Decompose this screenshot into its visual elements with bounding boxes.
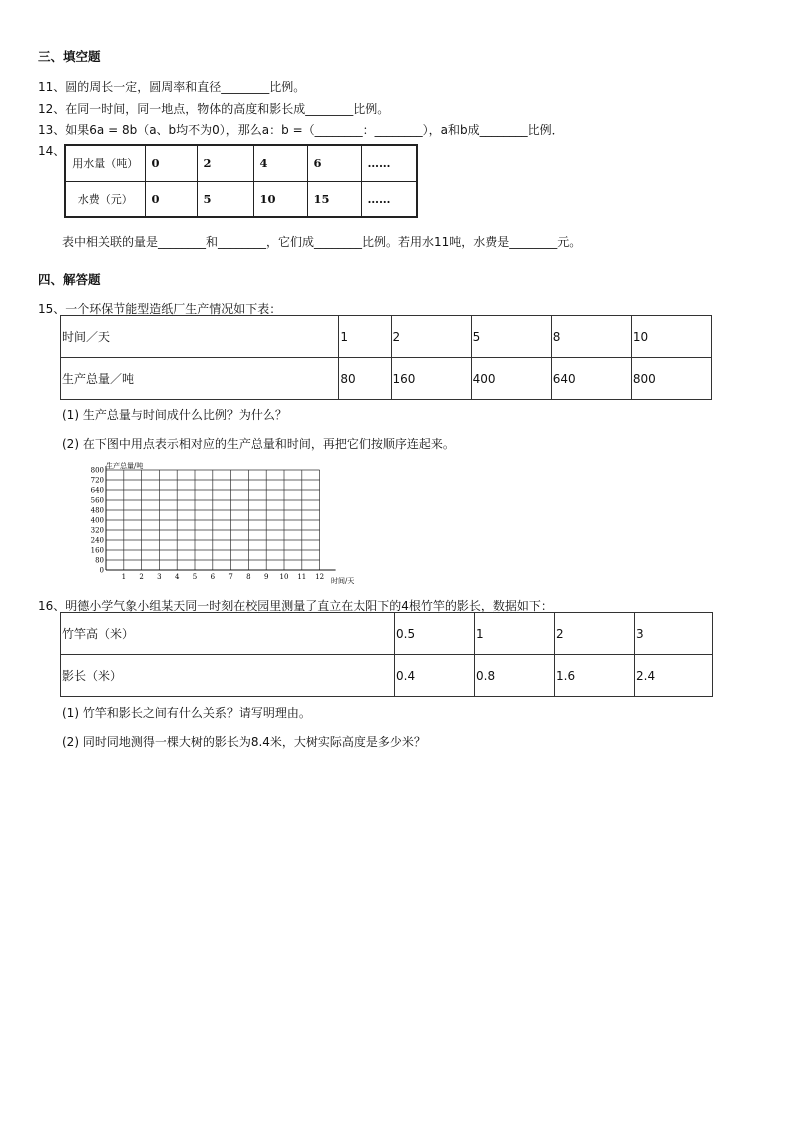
question-15: 15、一个环保节能型造纸厂生产情况如下表：	[38, 302, 282, 316]
table-cell: ……	[361, 145, 417, 181]
chart-ylabel: 生产总量/吨	[106, 462, 144, 470]
question-16-sub-2: (2) 同时同地测得一棵大树的影长为8.4米，大树实际高度是多少米？	[62, 735, 426, 749]
table-cell: 6	[307, 145, 361, 181]
table-cell: 160	[391, 358, 471, 400]
table-cell: 0.8	[475, 655, 555, 697]
shadow-table	[60, 612, 713, 697]
table-cell: 0.5	[395, 613, 475, 655]
question-13: 13、如果6a = 8b（a、b均不为0），那么a：b =（________：________），a和b成________比例．	[38, 123, 564, 137]
x-tick-label: 4	[174, 573, 180, 581]
table-cell: 15	[307, 181, 361, 217]
table-cell: 1	[475, 613, 555, 655]
x-tick-label: 12	[315, 573, 325, 581]
table-cell: 0	[145, 145, 197, 181]
x-tick-label: 1	[121, 573, 127, 581]
water-amount-header: 用水量（吨）	[65, 145, 145, 181]
y-tick-label: 640	[90, 486, 104, 495]
table-cell: 800	[631, 358, 711, 400]
question-14-label: 14、	[38, 144, 66, 158]
table-cell: 0	[145, 181, 197, 217]
section-3-title: 三、填空题	[38, 49, 101, 64]
x-tick-label: 7	[228, 573, 233, 581]
y-tick-label: 480	[90, 506, 104, 515]
x-tick-label: 10	[279, 573, 289, 581]
shadow-length-header: 影长（米）	[61, 655, 395, 697]
y-tick-label: 240	[90, 536, 104, 545]
question-16-sub-1: (1) 竹竿和影长之间有什么关系？请写明理由。	[62, 706, 311, 720]
question-16: 16、明德小学气象小组某天同一时刻在校园里测量了直立在太阳下的4根竹竿的影长，数据如下：	[38, 599, 553, 613]
table-cell: 1	[339, 316, 391, 358]
production-table	[60, 315, 712, 400]
water-fee-table	[64, 144, 418, 218]
question-15-sub-1: (1) 生产总量与时间成什么比例？为什么？	[62, 408, 287, 422]
x-tick-label: 5	[192, 573, 198, 581]
table-cell: 5	[471, 316, 551, 358]
water-fee-header: 水费（元）	[65, 181, 145, 217]
table-cell: 2	[391, 316, 471, 358]
x-tick-label: 6	[210, 573, 216, 581]
y-tick-label: 160	[90, 546, 104, 555]
x-tick-label: 2	[139, 573, 144, 581]
y-tick-label: 800	[90, 466, 104, 475]
table-cell: 3	[635, 613, 713, 655]
chart-xlabel: 时间/天	[331, 577, 355, 585]
x-tick-label: 11	[297, 573, 307, 581]
y-tick-label: 720	[90, 476, 104, 485]
table-cell: 640	[551, 358, 631, 400]
table-cell: 10	[631, 316, 711, 358]
y-tick-label: 320	[90, 526, 104, 535]
y-tick-label: 560	[90, 496, 104, 505]
table-cell: 5	[197, 181, 253, 217]
production-grid-chart	[84, 460, 374, 586]
table-cell: 10	[253, 181, 307, 217]
question-11: 11、圆的周长一定，圆周率和直径________比例。	[38, 80, 306, 94]
pole-height-header: 竹竿高（米）	[61, 613, 395, 655]
section-4-title: 四、解答题	[38, 272, 101, 287]
table-cell: 1.6	[555, 655, 635, 697]
table-cell: 8	[551, 316, 631, 358]
table-cell: 400	[471, 358, 551, 400]
table-cell: 2.4	[635, 655, 713, 697]
table-cell: 80	[339, 358, 391, 400]
production-header: 生产总量／吨	[61, 358, 339, 400]
y-tick-label: 0	[99, 566, 104, 575]
x-tick-label: 9	[263, 573, 269, 581]
question-15-sub-2: (2) 在下图中用点表示相对应的生产总量和时间，再把它们按顺序连起来。	[62, 437, 455, 451]
question-14-text: 表中相关联的量是________和________，它们成________比例。若用水11吨，水费是________元。	[62, 235, 582, 249]
x-tick-label: 8	[246, 573, 251, 581]
y-tick-label: 80	[95, 556, 104, 565]
table-cell: 2	[197, 145, 253, 181]
table-cell: 4	[253, 145, 307, 181]
time-header: 时间／天	[61, 316, 339, 358]
table-cell: ……	[361, 181, 417, 217]
y-tick-label: 400	[90, 516, 104, 525]
table-cell: 2	[555, 613, 635, 655]
question-12: 12、在同一时间，同一地点，物体的高度和影长成________比例。	[38, 102, 390, 116]
table-cell: 0.4	[395, 655, 475, 697]
x-tick-label: 3	[157, 573, 162, 581]
